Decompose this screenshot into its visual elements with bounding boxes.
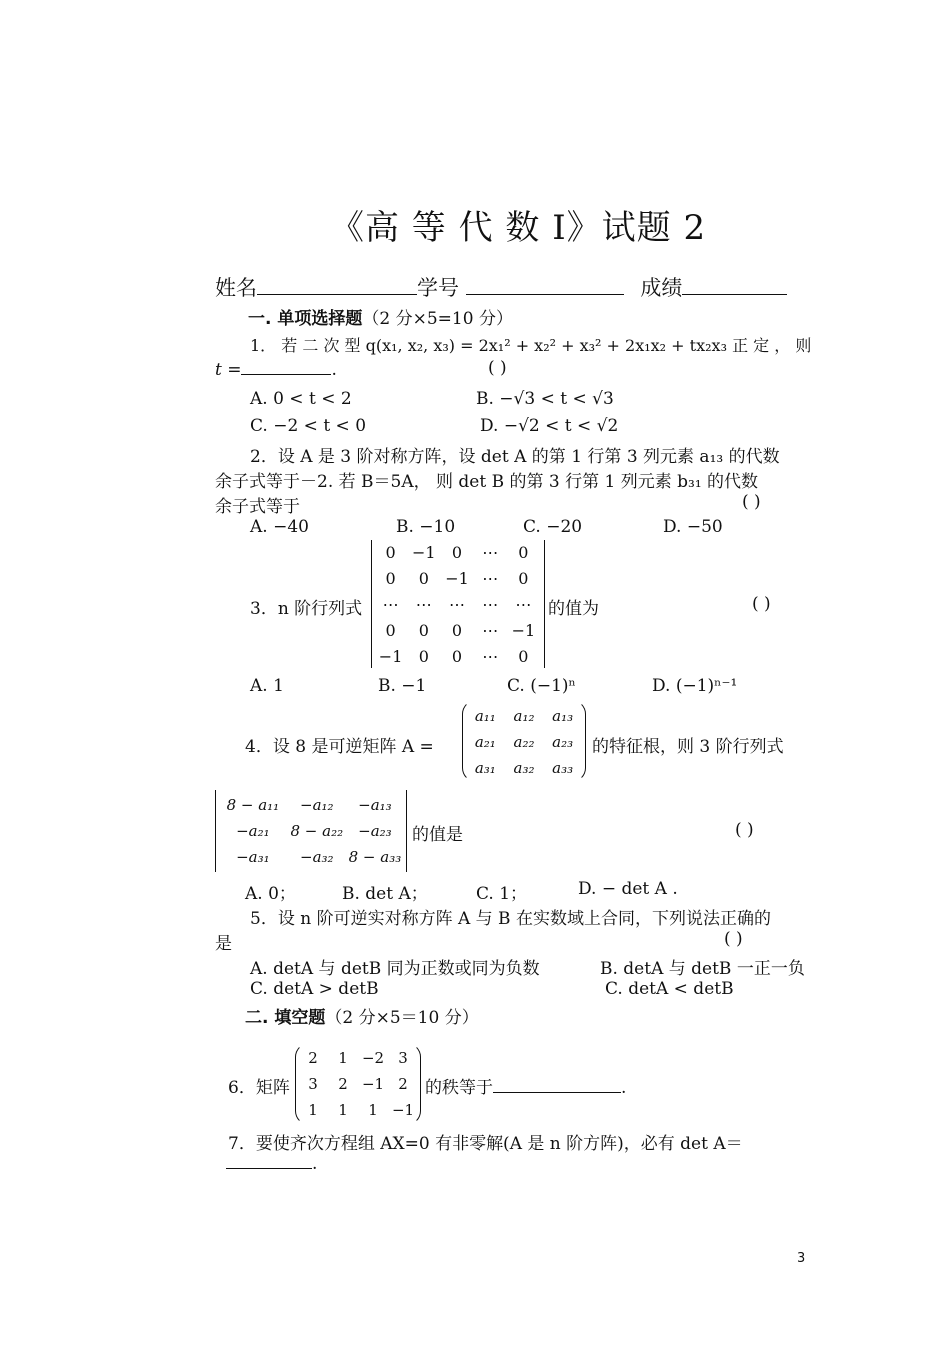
q4-det-suffix: 的值是: [412, 825, 463, 845]
q5-paren: ( ): [724, 929, 743, 949]
q5-option-a: A. detA 与 detB 同为正数或同为负数: [250, 959, 540, 979]
q6-cell: 1: [368, 1101, 378, 1119]
q5-line2: 是: [215, 934, 232, 954]
q6-cell: −2: [361, 1049, 385, 1067]
q6-cell: 1: [308, 1101, 318, 1119]
q4-a-cell: a₂₂: [513, 733, 535, 751]
q5-option-c: C. detA > detB: [250, 979, 379, 999]
q2-line1: 2．设 A 是 3 阶对称方阵，设 det A 的第 1 行第 3 列元素 a₁₃ 的代数: [250, 447, 780, 467]
q4-det-cell: −a₂₃: [358, 822, 392, 840]
q6-cell: 2: [398, 1075, 408, 1093]
q3-cell: 0: [518, 543, 529, 562]
q1-stem: 1． 若 二 次 型 q(x₁, x₂, x₃) = 2x₁² + x₂² + x₃² + 2x₁x₂ + tx₂x₃ 正 定 ， 则: [250, 336, 812, 355]
q3-option-a: A. 1: [250, 676, 284, 696]
q6-cell: 3: [398, 1049, 408, 1067]
q2-line2: 余子式等于－2. 若 B＝5A， 则 det B 的第 3 行第 1 列元素 b₃₁ 的代数: [215, 472, 759, 492]
q3-option-c: C. (−1)ⁿ: [507, 676, 576, 696]
q4-det-cell: −a₃₁: [236, 848, 270, 866]
q3-determinant-entries: [374, 540, 540, 670]
q3-cell: ⋯: [482, 543, 499, 562]
q3-cell: 0: [385, 569, 396, 588]
q6-suffix-line: [425, 1073, 626, 1098]
q3-option-b: B. −1: [378, 676, 427, 696]
q4-a-cell: a₃₁: [474, 759, 496, 777]
page-number: 3: [797, 1251, 806, 1266]
q6-cell: 2: [338, 1075, 348, 1093]
q5-line1: 5．设 n 阶可逆实对称方阵 A 与 B 在实数域上合同，下列说法正确的: [250, 909, 771, 929]
q3-suffix: 的值为: [548, 599, 599, 619]
page-title: 《高 等 代 数 I》试题 2: [330, 208, 707, 248]
q4-a-cell: a₁₂: [513, 707, 535, 725]
q2-paren: ( ): [742, 492, 761, 512]
q3-option-d: D. (−1)ⁿ⁻¹: [652, 676, 738, 696]
q6-suffix: 的秩等于: [425, 1078, 493, 1098]
q4-det-cell: −a₃₂: [300, 848, 334, 866]
q6-end: .: [621, 1078, 627, 1098]
q3-cell: ⋯: [482, 569, 499, 588]
section-1-heading: [248, 304, 513, 329]
q2-option-c: C. −20: [523, 517, 583, 537]
q4-a-cell: a₂₃: [552, 733, 574, 751]
q1-t-label: t =: [215, 360, 242, 380]
q4-a-cell: a₃₂: [513, 759, 535, 777]
q1-blank: [241, 360, 331, 375]
q3-cell: 0: [385, 543, 396, 562]
q3-cell: 0: [451, 543, 463, 562]
q4-det-cell: −a₁₃: [358, 796, 392, 814]
q6-cell: 3: [308, 1075, 318, 1093]
q3-cell: 0: [518, 647, 529, 666]
q3-cell: 0: [451, 647, 463, 666]
section-1-points: （2 分×5=10 分）: [362, 309, 513, 329]
q2-line3: 余子式等于: [215, 497, 300, 517]
q4-option-d: D. − det A .: [578, 879, 678, 899]
q3-cell: ⋯: [382, 595, 399, 614]
section-1-title: 一. 单项选择题: [248, 309, 363, 329]
q2-option-b: B. −10: [396, 517, 456, 537]
q4-determinant-entries: [218, 792, 404, 870]
q2-option-d: D. −50: [663, 517, 723, 537]
student-id-blank: [466, 274, 624, 295]
q4-det-cell: 8 − a₃₃: [348, 848, 402, 866]
q3-cell: 0: [385, 621, 396, 640]
q7-end: .: [312, 1154, 318, 1174]
q7-line1: 7．要使齐次方程组 AX=0 有非零解(A 是 n 阶方阵)，必有 det A＝: [228, 1134, 743, 1154]
q4-option-c: C. 1；: [476, 884, 528, 904]
q3-cell: ⋯: [415, 595, 432, 614]
q1-line2: t = .: [215, 360, 337, 380]
q3-cell: −1: [411, 543, 436, 562]
q4-a-cell: a₃₃: [552, 759, 574, 777]
q4-paren: ( ): [735, 820, 754, 840]
q4-a-cell: a₁₃: [552, 707, 574, 725]
q4-matrix-a-entries: [466, 703, 582, 781]
header-line: [215, 272, 787, 302]
q4-prefix: 4．设 8 是可逆矩阵 A =: [245, 737, 434, 757]
q3-cell: 0: [518, 569, 529, 588]
q3-cell: ⋯: [482, 595, 499, 614]
q6-cell: −1: [361, 1075, 385, 1093]
q6-prefix: 6．矩阵: [228, 1078, 290, 1098]
q1-option-b: B. −√3 < t < √3: [476, 389, 614, 409]
name-blank: [257, 274, 417, 295]
q4-det-cell: −a₂₁: [236, 822, 270, 840]
q6-cell: −1: [391, 1101, 415, 1119]
q3-cell: 0: [451, 621, 463, 640]
q4-a-cell: a₁₁: [474, 707, 496, 725]
q7-line2: [226, 1154, 317, 1174]
section-2-heading: [245, 1003, 479, 1028]
q4-det-cell: 8 − a₂₂: [290, 822, 344, 840]
q1-option-a: A. 0 < t < 2: [250, 389, 352, 409]
name-label: 姓名: [215, 276, 257, 300]
section-2-points: （2 分×5＝10 分）: [325, 1008, 479, 1028]
q3-cell: 0: [418, 621, 429, 640]
q1-option-d: D. −√2 < t < √2: [480, 416, 619, 436]
q3-cell: −1: [378, 647, 403, 666]
q4-suffix: 的特征根，则 3 阶行列式: [592, 737, 784, 757]
q5-option-d: C. detA < detB: [605, 979, 734, 999]
score-label: 成绩: [640, 276, 683, 300]
q1-option-c: C. −2 < t < 0: [250, 416, 367, 436]
q6-blank: [493, 1078, 621, 1093]
section-2-title: 二. 填空题: [245, 1008, 326, 1028]
q3-cell: ⋯: [482, 621, 499, 640]
q4-option-a: A. 0；: [245, 884, 296, 904]
q3-cell: 0: [418, 647, 429, 666]
q3-cell: ⋯: [515, 595, 532, 614]
q7-blank: [226, 1154, 312, 1169]
q1-paren: ( ): [488, 358, 507, 378]
student-id-label: 学号: [417, 276, 459, 300]
q2-option-a: A. −40: [250, 517, 309, 537]
q3-cell: ⋯: [482, 647, 499, 666]
q5-option-b: B. detA 与 detB 一正一负: [600, 959, 805, 979]
q6-cell: 1: [338, 1101, 348, 1119]
q3-cell: ⋯: [448, 595, 465, 614]
score-blank: [682, 274, 787, 295]
q3-cell: 0: [418, 569, 429, 588]
q3-cell: −1: [445, 569, 469, 588]
q3-cell: −1: [511, 621, 536, 640]
q3-paren: ( ): [752, 594, 771, 614]
q4-det-cell: −a₁₂: [300, 796, 334, 814]
q4-det-cell: 8 − a₁₁: [226, 796, 280, 814]
q4-option-b: B. det A；: [342, 884, 428, 904]
q4-a-cell: a₂₁: [474, 733, 496, 751]
q6-cell: 1: [338, 1049, 348, 1067]
q6-matrix-entries: [298, 1045, 418, 1123]
q3-prefix: 3．n 阶行列式: [250, 599, 363, 619]
q6-cell: 2: [308, 1049, 318, 1067]
